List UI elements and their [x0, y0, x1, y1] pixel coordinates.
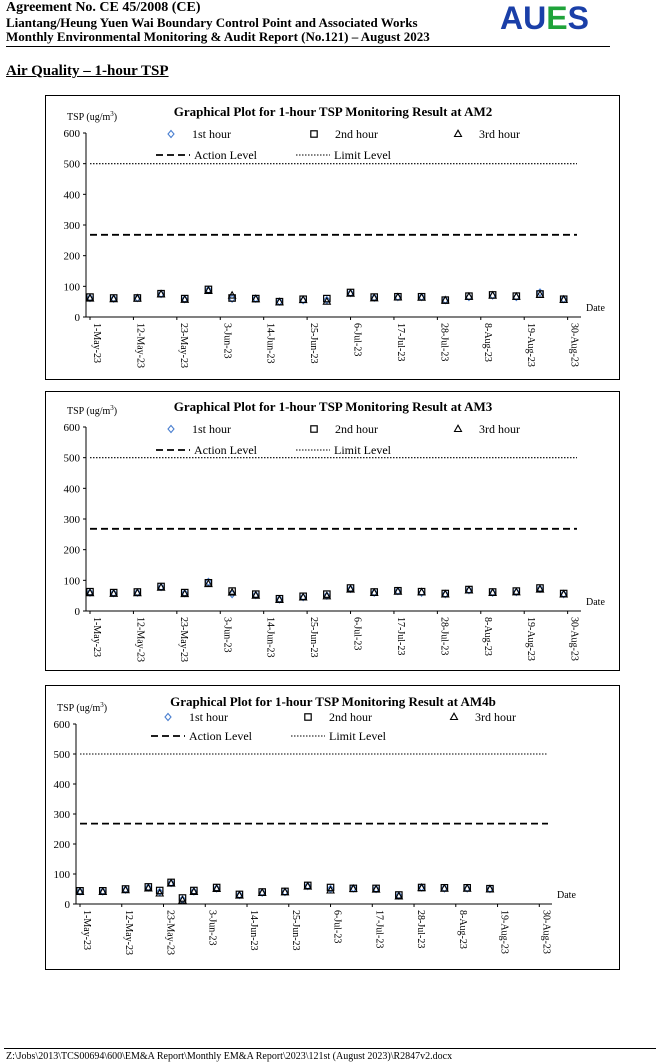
legend-label: 1st hour	[192, 422, 231, 436]
x-tick-label: 14-Jun-23	[248, 910, 260, 951]
x-tick-label: 19-Aug-23	[498, 910, 510, 954]
legend-marker-diamond	[168, 131, 174, 138]
y-tick-label: 0	[74, 606, 80, 618]
x-tick-label: 23-May-23	[177, 617, 189, 662]
y-tick-label: 100	[53, 869, 70, 881]
y-tick-label: 0	[64, 899, 70, 911]
x-tick-label: 19-Aug-23	[525, 323, 537, 367]
x-tick-label: 6-Jul-23	[331, 910, 343, 944]
x-tick-label: 23-May-23	[164, 910, 176, 955]
logo-letter-a: A	[500, 0, 524, 36]
x-tick-label: 28-Jul-23	[438, 323, 450, 362]
y-tick-label: 500	[63, 452, 80, 465]
x-axis-label: Date	[586, 303, 605, 314]
legend-label: Limit Level	[329, 729, 386, 743]
y-tick-label: 200	[53, 839, 70, 851]
y-tick-label: 500	[53, 749, 70, 761]
y-tick-label: 500	[63, 158, 80, 171]
footer-divider	[4, 1048, 656, 1049]
agreement-number: Agreement No. CE 45/2008 (CE)	[6, 0, 201, 15]
legend-label: Action Level	[194, 148, 257, 162]
x-tick-label: 12-May-23	[134, 323, 146, 368]
legend-marker-triangle	[451, 713, 458, 719]
logo-letter-s: S	[567, 0, 589, 36]
y-tick-label: 100	[63, 281, 80, 294]
x-tick-label: 17-Jul-23	[394, 617, 406, 656]
x-tick-label: 19-Aug-23	[525, 617, 537, 661]
x-tick-label: 3-Jun-23	[221, 323, 233, 359]
legend-label: 2nd hour	[335, 127, 378, 141]
x-tick-label: 1-May-23	[81, 910, 92, 950]
x-tick-label: 25-Jun-23	[289, 910, 301, 951]
legend-label: 2nd hour	[335, 422, 378, 436]
legend-marker-diamond	[168, 426, 174, 433]
report-header	[6, 0, 610, 47]
chart-title: Graphical Plot for 1-hour TSP Monitoring Result at AM4b	[170, 694, 496, 709]
aues-logo	[500, 0, 589, 38]
x-tick-label: 8-Aug-23	[481, 617, 493, 656]
x-tick-label: 30-Aug-23	[568, 617, 580, 661]
x-tick-label: 1-May-23	[91, 323, 102, 363]
legend-marker-square	[311, 426, 317, 432]
legend-label: Action Level	[194, 443, 257, 457]
x-tick-label: 14-Jun-23	[264, 617, 276, 658]
legend-label: 3rd hour	[475, 710, 516, 724]
y-tick-label: 100	[63, 575, 80, 588]
chart-am2	[46, 96, 621, 381]
x-tick-label: 17-Jul-23	[394, 323, 406, 362]
x-tick-label: 23-May-23	[177, 323, 189, 368]
y-tick-label: 400	[53, 779, 70, 791]
x-tick-label: 12-May-23	[134, 617, 146, 662]
y-axis-label: TSP $(ug/m^3)$	[67, 404, 118, 417]
y-axis-label: TSP $(ug/m^3)$	[67, 110, 118, 123]
legend-label: 3rd hour	[479, 422, 520, 436]
x-tick-label: 17-Jul-23	[373, 910, 385, 949]
x-axis-label: Date	[557, 890, 576, 901]
legend-label: Action Level	[189, 729, 252, 743]
y-tick-label: 600	[53, 719, 70, 731]
legend-marker-diamond	[165, 714, 171, 721]
x-tick-label: 25-Jun-23	[308, 323, 320, 364]
x-tick-label: 3-Jun-23	[206, 910, 218, 946]
chart-am3	[46, 392, 621, 672]
x-axis-label: Date	[586, 597, 605, 608]
y-tick-label: 0	[74, 312, 80, 324]
legend-marker-triangle	[455, 425, 462, 431]
logo-letter-u: U	[523, 0, 547, 36]
x-tick-label: 8-Aug-23	[481, 323, 493, 362]
chart-title: Graphical Plot for 1-hour TSP Monitoring Result at AM2	[173, 104, 493, 119]
x-tick-label: 30-Aug-23	[540, 910, 552, 954]
project-title: Liantang/Heung Yuen Wai Boundary Control Point and Associated Works	[6, 15, 418, 30]
x-tick-label: 14-Jun-23	[264, 323, 276, 364]
x-tick-label: 25-Jun-23	[308, 617, 320, 658]
chart-title: Graphical Plot for 1-hour TSP Monitoring Result at AM3	[173, 399, 493, 414]
y-tick-label: 200	[63, 250, 80, 263]
report-title: Monthly Environmental Monitoring & Audit Report (No.121) – August 2023	[6, 29, 430, 44]
legend-label: 3rd hour	[479, 127, 520, 141]
file-path-footer: Z:\Jobs\2013\TCS00694\600\EM&A Report\Monthly EM&A Report\2023\121st (August 2023)\R2847v2.docx	[6, 1051, 453, 1062]
legend-label: Limit Level	[334, 443, 391, 457]
x-tick-label: 28-Jul-23	[438, 617, 450, 656]
legend-label: 1st hour	[192, 127, 231, 141]
legend-label: 2nd hour	[329, 710, 372, 724]
x-tick-label: 8-Aug-23	[456, 910, 468, 949]
y-tick-label: 300	[53, 809, 70, 821]
chart-panel-am4b	[45, 685, 620, 970]
chart-panel-am3	[45, 391, 620, 671]
legend-label: Limit Level	[334, 148, 391, 162]
y-tick-label: 300	[63, 220, 80, 232]
y-tick-label: 600	[63, 422, 80, 434]
y-tick-label: 200	[63, 544, 80, 557]
chart-panel-am2	[45, 95, 620, 380]
y-axis-label: TSP $(ug/m^3)$	[57, 701, 108, 714]
section-title: Air Quality – 1-hour TSP	[6, 63, 169, 79]
legend-marker-square	[305, 714, 311, 720]
x-tick-label: 1-May-23	[91, 617, 102, 657]
x-tick-label: 6-Jul-23	[351, 323, 363, 357]
x-tick-label: 28-Jul-23	[415, 910, 427, 949]
x-tick-label: 12-May-23	[122, 910, 134, 955]
y-tick-label: 300	[63, 514, 80, 526]
chart-am4b	[46, 686, 621, 971]
y-tick-label: 400	[63, 189, 80, 202]
logo-letter-e: E	[546, 0, 568, 36]
y-tick-label: 600	[63, 128, 80, 140]
y-tick-label: 400	[63, 483, 80, 496]
x-tick-label: 30-Aug-23	[568, 323, 580, 367]
legend-marker-square	[311, 131, 317, 137]
legend-label: 1st hour	[189, 710, 228, 724]
legend-marker-triangle	[455, 130, 462, 136]
x-tick-label: 3-Jun-23	[221, 617, 233, 653]
x-tick-label: 6-Jul-23	[351, 617, 363, 651]
